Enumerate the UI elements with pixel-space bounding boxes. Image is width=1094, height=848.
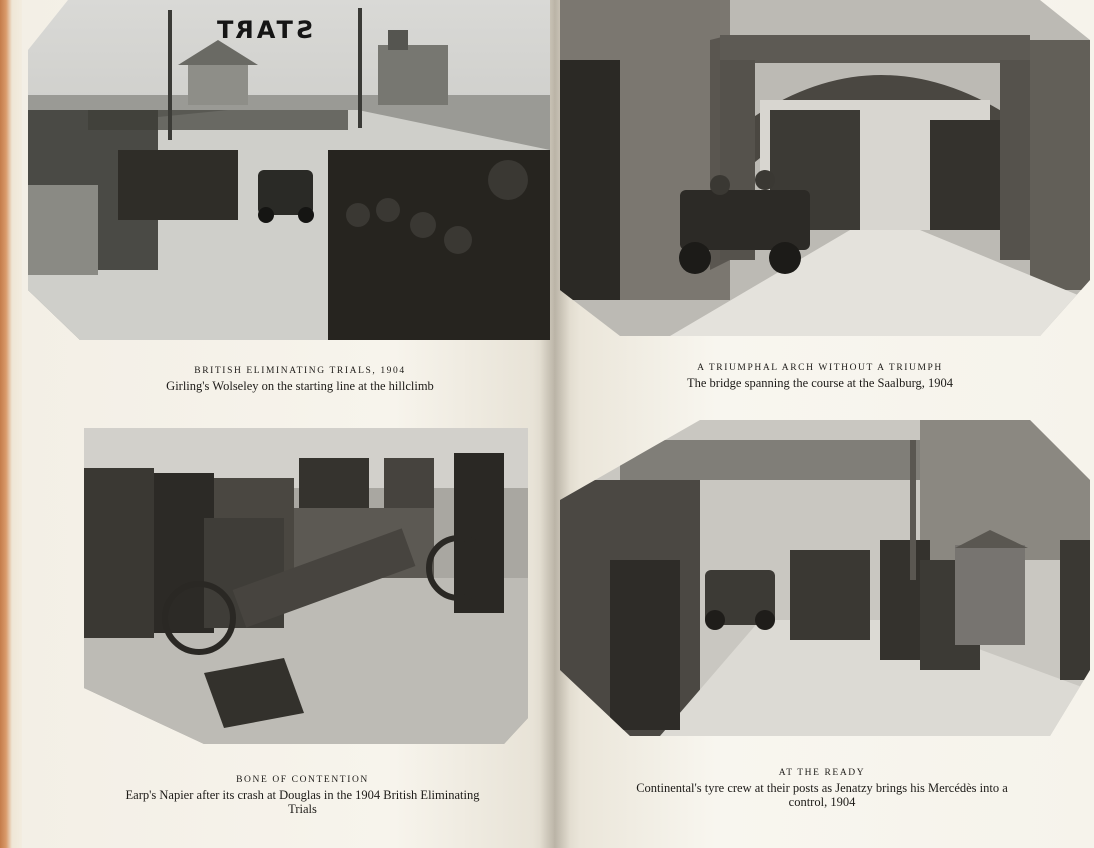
caption-napier-crash [110, 773, 495, 816]
caption-text: Girling's Wolseley on the starting line at the hillclimb [166, 379, 434, 393]
photo-tyre-crew [560, 420, 1090, 736]
photo-saalburg-bridge [560, 0, 1090, 336]
caption-heading: AT THE READY [778, 768, 866, 778]
caption-start-line [100, 364, 500, 393]
photo-start-line [28, 0, 550, 340]
caption-saalburg-bridge [610, 361, 1030, 390]
caption-heading: BRITISH ELIMINATING TRIALS, 1904 [194, 366, 406, 376]
photo-napier-crash [84, 428, 528, 744]
caption-text: The bridge spanning the course at the Saalburg, 1904 [686, 376, 954, 390]
caption-tyre-crew [622, 766, 1022, 809]
start-banner: START [214, 16, 314, 44]
caption-text: Earp's Napier after its crash at Douglas in the 1904 British Eliminating Trials [125, 788, 480, 816]
caption-text: Continental's tyre crew at their posts as Jenatzy brings his Mercédès into a control, 1904 [636, 781, 1008, 809]
caption-heading: BONE OF CONTENTION [236, 775, 369, 785]
caption-heading: A TRIUMPHAL ARCH WITHOUT A TRIUMPH [697, 363, 943, 373]
